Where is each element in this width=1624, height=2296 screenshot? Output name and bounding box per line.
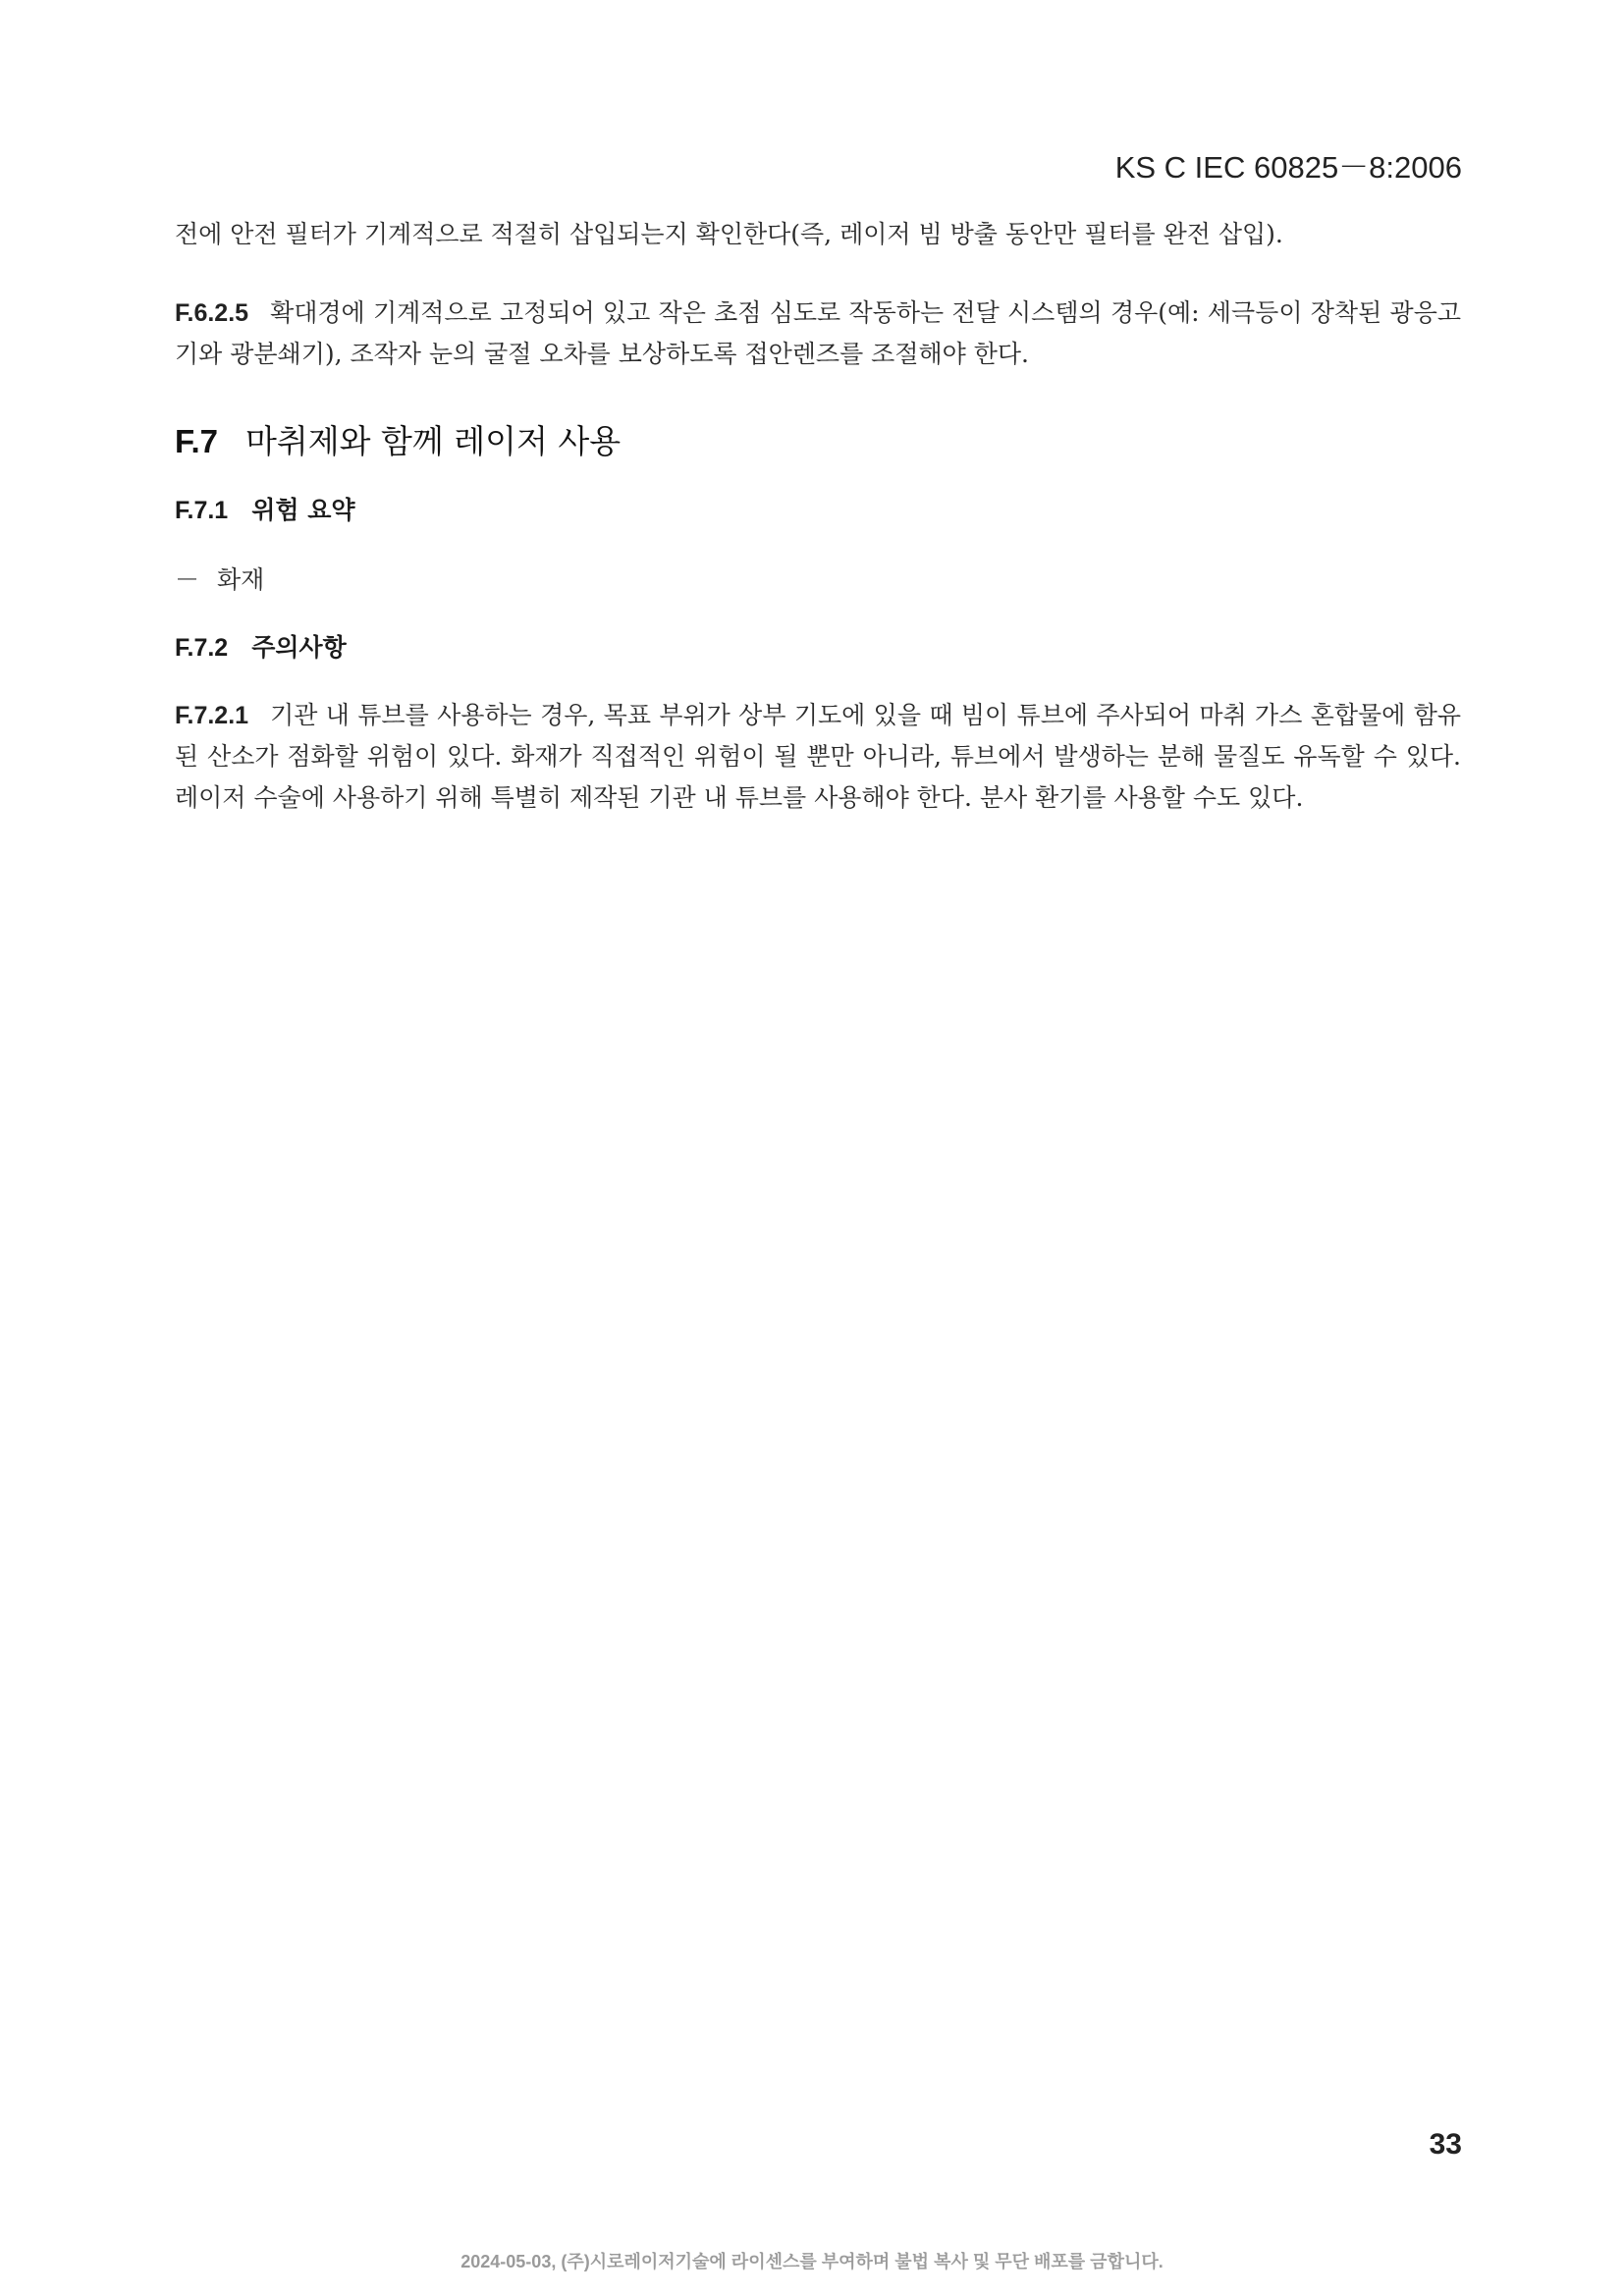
subsection-title: 주의사항: [251, 633, 347, 662]
hazard-list-item: [175, 560, 1461, 601]
subsection-heading-f72: [175, 628, 1461, 667]
clause-number: F.7.2.1: [175, 702, 249, 729]
clause-f625-paragraph: [175, 293, 1461, 375]
list-dash: －: [175, 565, 200, 594]
subsection-title: 위험 요약: [251, 496, 355, 524]
license-notice: 2024-05-03, (주)시로레이저기술에 라이센스를 부여하며 불법 복사 및 무단 배포를 금합니다.: [460, 2252, 1164, 2271]
subsection-number: F.7.1: [175, 497, 229, 524]
clause-text: 기관 내 튜브를 사용하는 경우, 목표 부위가 상부 기도에 있을 때 빔이 튜브에 주사되어 마취 가스 혼합물에 함유된 산소가 점화할 위험이 있다. 화재가 직접적인 위험이 될 뿐만 아니라, 튜브에서 발생하는 분해 물질도 유독할 수 있다. 레이저 수술에 사용하기 위해 특별히 제작된 기관 내 튜브를 사용해야 한다. 분사 환기를 사용할 수도 있다.: [175, 701, 1461, 812]
list-item-text: 화재: [217, 565, 265, 594]
page-content: [175, 214, 1461, 819]
continuation-paragraph: 전에 안전 필터가 기계적으로 적절히 삽입되는지 확인한다(즉, 레이저 빔 방출 동안만 필터를 완전 삽입).: [175, 220, 1283, 248]
section-heading-f7: [175, 420, 1461, 463]
page-number: 33: [1429, 2128, 1462, 2161]
subsection-heading-f71: [175, 491, 1461, 530]
standard-code-header: KS C IEC 60825－8:2006: [1114, 150, 1462, 185]
section-number: F.7: [175, 423, 219, 459]
section-title: 마취제와 함께 레이저 사용: [245, 422, 622, 460]
subsection-number: F.7.2: [175, 634, 229, 662]
clause-text: 확대경에 기계적으로 고정되어 있고 작은 초점 심도로 작동하는 전달 시스템의 경우(예: 세극등이 장착된 광응고기와 광분쇄기), 조작자 눈의 굴절 오차를 보상하도록 접안렌즈를 조절해야 한다.: [175, 298, 1461, 368]
clause-f7221-paragraph: [175, 695, 1461, 819]
clause-number: F.6.2.5: [175, 299, 249, 327]
